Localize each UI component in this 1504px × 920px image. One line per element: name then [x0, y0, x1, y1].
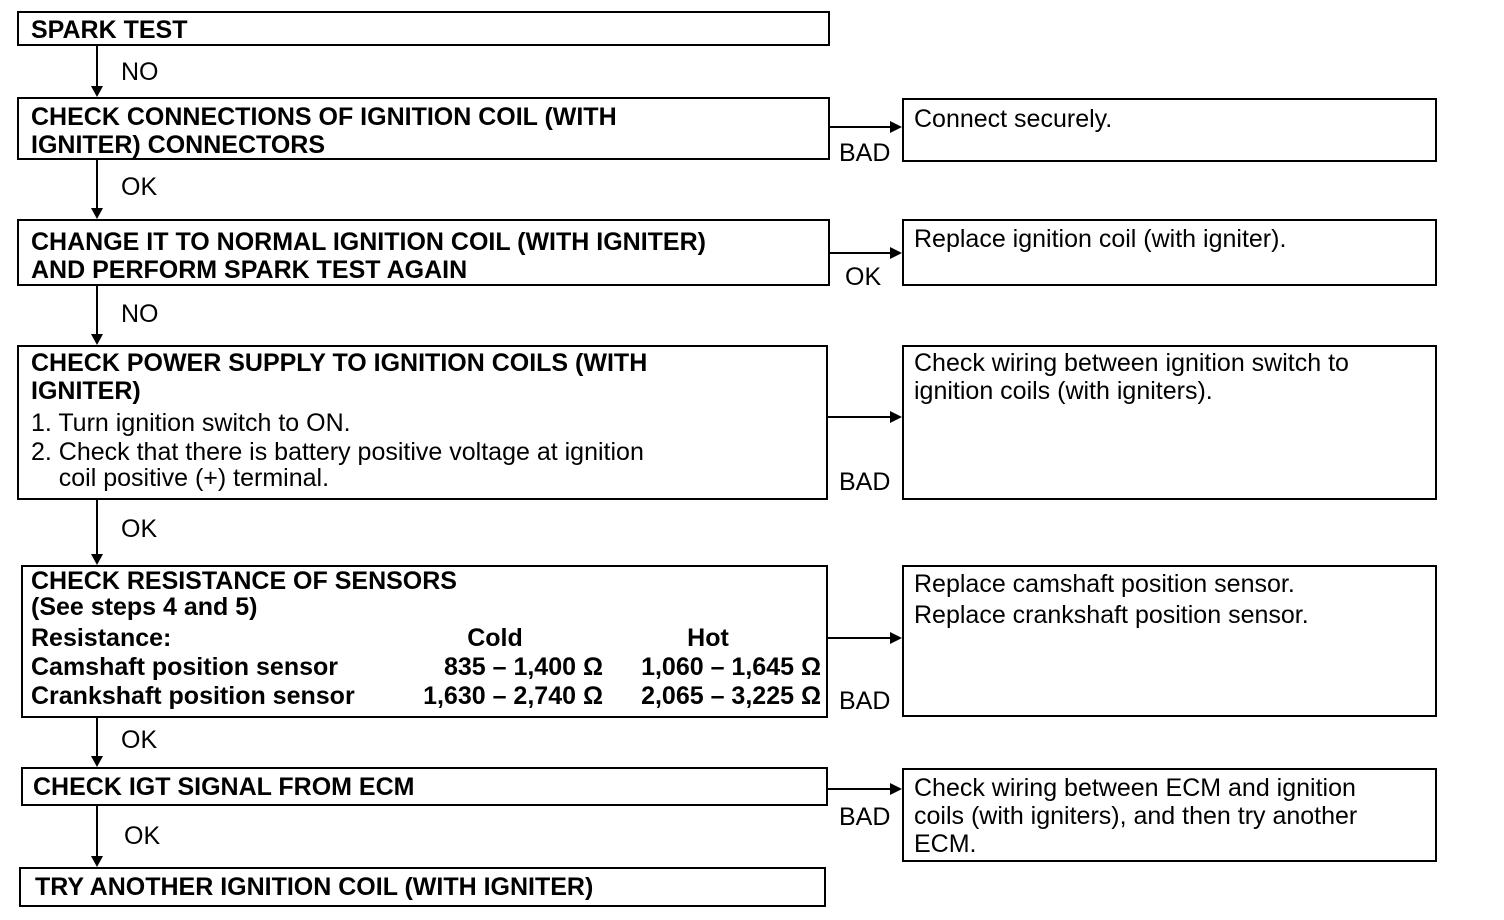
- step-spark-test: [17, 11, 830, 46]
- down-arrow-2: [91, 160, 103, 219]
- action-text: Replace camshaft position sensor. Replace crankshaft position sensor.: [914, 570, 1309, 629]
- action-text: Check wiring between ECM and ignition coils (with igniters), and then try another ECM.: [914, 774, 1358, 858]
- flow-label: OK: [124, 822, 161, 850]
- flow-label: OK: [121, 726, 158, 754]
- step-title: CHANGE IT TO NORMAL IGNITION COIL (WITH IGNITER) AND PERFORM SPARK TEST AGAIN: [31, 228, 706, 284]
- step-check-igt-signal: [21, 767, 828, 806]
- resistance-label: Resistance:: [31, 624, 172, 652]
- action-text: Connect securely.: [914, 105, 1113, 133]
- flow-label: OK: [121, 173, 158, 201]
- step-title: CHECK RESISTANCE OF SENSORS (See steps 4 and 5): [31, 567, 457, 621]
- down-arrow-6: [91, 806, 103, 867]
- step-title: CHECK IGT SIGNAL FROM ECM: [33, 773, 415, 801]
- branch-label: BAD: [839, 803, 891, 831]
- down-arrow-3: [91, 286, 103, 345]
- action-replace-sensors: [902, 565, 1437, 717]
- branch-label: BAD: [839, 468, 891, 496]
- right-arrow-3: [828, 411, 902, 423]
- flow-label: OK: [121, 515, 158, 543]
- step-change-coil: [17, 219, 830, 286]
- cold-header: Cold: [467, 624, 523, 652]
- action-text: Replace ignition coil (with igniter).: [914, 225, 1287, 253]
- step-check-resistance: [21, 565, 828, 718]
- step-title: TRY ANOTHER IGNITION COIL (WITH IGNITER): [35, 873, 594, 901]
- down-arrow-5: [91, 718, 103, 767]
- step-title: CHECK POWER SUPPLY TO IGNITION COILS (WITH IGNITER): [31, 349, 648, 405]
- step-title: SPARK TEST: [31, 16, 188, 44]
- step-try-another-coil: [19, 867, 826, 907]
- instruction-2: 2. Check that there is battery positive voltage at ignition coil positive (+) terminal.: [31, 438, 644, 492]
- right-arrow-2: [830, 247, 902, 259]
- action-check-wiring-switch: [902, 345, 1437, 500]
- branch-label: BAD: [839, 687, 891, 715]
- step-check-connections: [17, 97, 830, 160]
- step-title: CHECK CONNECTIONS OF IGNITION COIL (WITH IGNITER) CONNECTORS: [31, 103, 617, 159]
- action-check-wiring-ecm: [902, 768, 1437, 862]
- branch-label: OK: [845, 263, 882, 291]
- branch-label: BAD: [839, 139, 891, 167]
- right-arrow-5: [828, 783, 902, 795]
- camshaft-label: Camshaft position sensor: [31, 653, 338, 681]
- hot-header: Hot: [687, 624, 729, 652]
- camshaft-hot: 1,060 – 1,645 Ω: [641, 653, 821, 681]
- down-arrow-4: [91, 500, 103, 565]
- action-connect-securely: [902, 98, 1437, 162]
- step-check-power-supply: [17, 345, 828, 500]
- camshaft-cold: 835 – 1,400 Ω: [443, 653, 603, 681]
- flow-label: NO: [121, 58, 159, 86]
- crankshaft-label: Crankshaft position sensor: [31, 682, 355, 710]
- flow-label: NO: [121, 300, 159, 328]
- right-arrow-4: [828, 632, 902, 644]
- down-arrow-1: [91, 46, 103, 97]
- action-replace-coil: [902, 219, 1437, 286]
- action-text: Check wiring between ignition switch to ignition coils (with igniters).: [914, 349, 1349, 405]
- crankshaft-cold: 1,630 – 2,740 Ω: [423, 682, 603, 710]
- right-arrow-1: [830, 121, 902, 133]
- instruction-1: 1. Turn ignition switch to ON.: [31, 409, 351, 437]
- crankshaft-hot: 2,065 – 3,225 Ω: [641, 682, 821, 710]
